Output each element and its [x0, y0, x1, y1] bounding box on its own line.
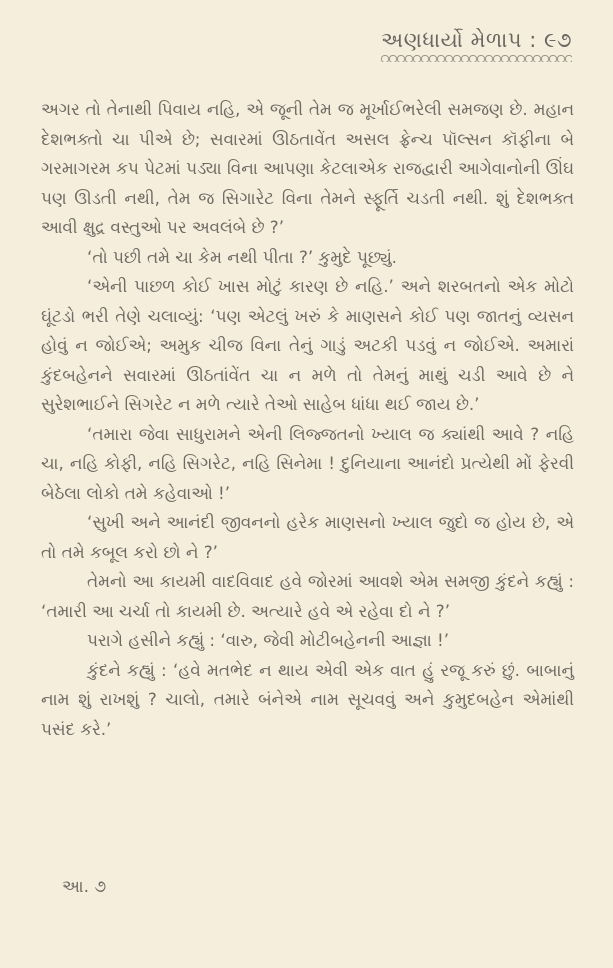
paragraph-2: ‘તો પછી તમે ચા કેમ નથી પીતા ?’ કુમુદે પૂછ્યું. — [87, 246, 397, 267]
paragraph-4: ‘તમારા જેવા સાધુરામને એની લિજ્જતનો ખ્યાલ જ ક્યાંથી આવે ? નહિ ચા, નહિ કોફી, નહિ સિગરેટ, નહિ સિનેમા ! દુનિયાના આનંદો પ્રત્યેથી મોં ફેરવી બેઠેલા લોકો તમે કહેવાઓ !’ — [41, 423, 574, 503]
body-text — [41, 95, 574, 744]
running-header — [381, 28, 572, 62]
signature-mark: આ. ૭ — [62, 877, 107, 897]
paragraph-8: કુંદને કહ્યું : ‘હવે મતભેદ ન થાય એવી એક વાત હું રજૂ કરું છું. બાબાનું નામ શું રાખશું ? ચાલો, તમારે બંનેએ નામ સૂચવવું અને કુમુદબહેન એમાંથી પસંદ કરે.’ — [41, 659, 574, 739]
paragraph-6: તેમનો આ કાયમી વાદવિવાદ હવે જોરમાં આવશે એમ સમજી કુંદને કહ્યું : ‘તમારી આ ચર્ચા તો કાયમી છે. અત્યારે હવે એ રહેવા દો ને ?’ — [41, 571, 574, 621]
header-wavy-rule — [381, 54, 572, 62]
header-title: અણધાર્યો મેળાપ : ૯૭ — [380, 28, 572, 52]
paragraph-7: પરાગે હસીને કહ્યું : ‘વારુ, જેવી મોટીબહેનની આજ્ઞા !’ — [87, 630, 450, 650]
paragraph-1: અગર તો તેનાથી પિવાય નહિ, એ જૂની તેમ જ મૂર્ખાઈભરેલી સમજણ છે. મહાન દેશભક્તો ચા પીએ છે; સવારમાં ઊઠતાવેંત અસલ ફ્રેન્ચ પૉલ્સન કૉફીના બે ગરમાગરમ કપ પેટમાં પડ્યા વિના આપણા કેટલાએક રાજદ્વારી આગેવાનોની ઊંઘ પણ ઊડતી નથી, તેમ જ સિગારેટ વિના તેમને સ્ફૂર્તિ ચડતી નથી. શું દેશભક્ત આવી ક્ષુદ્ર વસ્તુઓ પર અવલંબે છે ?’ — [41, 99, 574, 237]
paragraph-3: ‘એની પાછળ કોઈ ખાસ મોટું કારણ છે નહિ.’ અને શરબતનો એક મોટો ઘૂંટડો ભરી તેણે ચલાવ્યું: ‘પણ એટલું ખરું કે માણસને કોઈ પણ જાતનું વ્યસન હોવું ન જોઈએ; અમુક ચીજ વિના તેનું ગાડું અટકી પડવું ન જોઈએ. અમારાં કુંદબહેનને સવારમાં ઊઠતાંવેંત ચા ન મળે તો તેમનું માથું ચડી આવે છે ને સુરેશભાઈને સિગરેટ ન મળે ત્યારે તેઓ સાહેબ ધાંધા થઈ જાય છે.’ — [41, 276, 574, 414]
paragraph-5: ‘સુખી અને આનંદી જીવનનો હરેક માણસનો ખ્યાલ જુદો જ હોય છે, એ તો તમે કબૂલ કરો છો ને ?’ — [41, 512, 574, 562]
